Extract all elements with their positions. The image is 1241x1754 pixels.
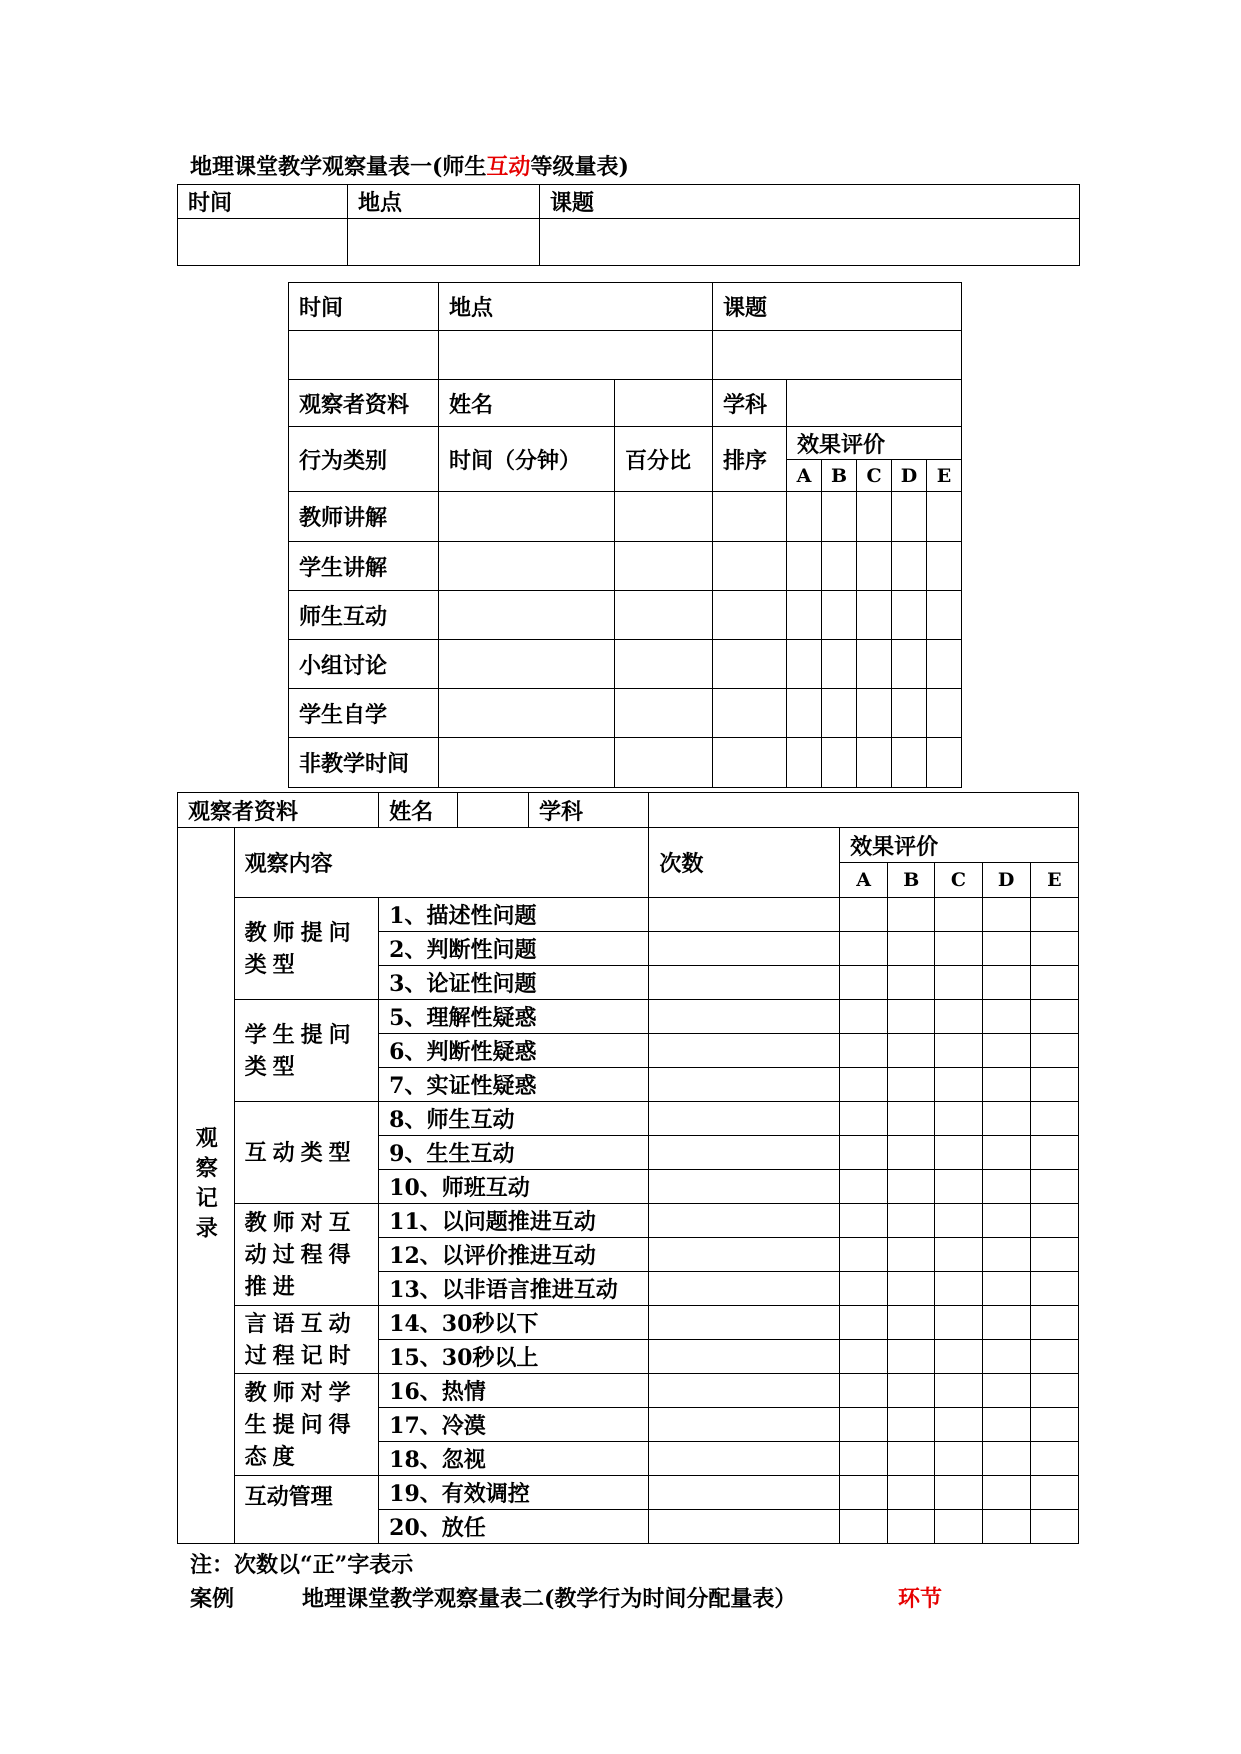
- table-row: [178, 1374, 1079, 1408]
- grade-cell[interactable]: [982, 932, 1030, 966]
- grade-cell[interactable]: [982, 966, 1030, 1000]
- grade-cell[interactable]: [935, 1136, 982, 1170]
- grade-cell[interactable]: [892, 591, 927, 640]
- grade-cell[interactable]: [888, 966, 935, 1000]
- item-label: 2、判断性问题: [379, 932, 649, 966]
- table-row: [289, 738, 962, 788]
- table-row: [178, 1476, 1079, 1510]
- grade-cell[interactable]: [888, 1204, 935, 1238]
- name-cell[interactable]: [457, 793, 528, 828]
- grade-cell[interactable]: [927, 689, 962, 738]
- grade-cell[interactable]: [787, 542, 822, 591]
- entry-cell[interactable]: [439, 689, 615, 738]
- grade-cell[interactable]: [888, 1340, 935, 1374]
- grade-cell[interactable]: [840, 1238, 888, 1272]
- item-label: 5、理解性疑惑: [379, 1000, 649, 1034]
- grade-cell[interactable]: [935, 1510, 982, 1544]
- entry-cell[interactable]: [439, 591, 615, 640]
- grade-cell[interactable]: [840, 1204, 888, 1238]
- entry-cell[interactable]: [439, 640, 615, 689]
- group-label: 学生提问类型: [234, 1000, 379, 1102]
- grade-cell[interactable]: [1030, 1476, 1078, 1510]
- row-label: 教师讲解: [289, 492, 439, 542]
- item-label: 19、有效调控: [379, 1476, 649, 1510]
- count-header: 次数: [649, 828, 840, 898]
- grade-cell[interactable]: [840, 1034, 888, 1068]
- grade-cell[interactable]: [840, 966, 888, 1000]
- row-label: 师生互动: [289, 591, 439, 640]
- percent-header: 百分比: [615, 427, 713, 492]
- grade-cell[interactable]: [935, 932, 982, 966]
- count-cell[interactable]: [649, 966, 840, 1000]
- grade-cell[interactable]: [982, 1510, 1030, 1544]
- grade-cell[interactable]: [927, 640, 962, 689]
- page-title: [190, 150, 629, 181]
- item-label: 7、实证性疑惑: [379, 1068, 649, 1102]
- title-highlight: 互动: [486, 154, 531, 180]
- grade-cell[interactable]: [935, 966, 982, 1000]
- topic-label: 课题: [540, 185, 1080, 219]
- subject-cell[interactable]: [787, 380, 962, 427]
- grade-cell[interactable]: [935, 1272, 982, 1306]
- grade-cell[interactable]: [822, 542, 857, 591]
- count-cell[interactable]: [649, 1000, 840, 1034]
- grade-cell[interactable]: [935, 1238, 982, 1272]
- title-part2: 等级量表): [530, 154, 629, 180]
- count-cell[interactable]: [649, 1102, 840, 1136]
- grade-cell[interactable]: [935, 1442, 982, 1476]
- item-label: 3、论证性问题: [379, 966, 649, 1000]
- grade-cell[interactable]: [935, 1476, 982, 1510]
- grade-d: D: [892, 460, 927, 492]
- grade-cell[interactable]: [1030, 1272, 1078, 1306]
- entry-cell[interactable]: [615, 492, 713, 542]
- effect-header: 效果评价: [840, 828, 1079, 863]
- grade-cell[interactable]: [935, 1102, 982, 1136]
- info-table-1: [177, 184, 1080, 266]
- row-label: 学生讲解: [289, 542, 439, 591]
- entry-cell[interactable]: [713, 689, 787, 738]
- item-label: 6、判断性疑惑: [379, 1034, 649, 1068]
- behavior-time-table: [288, 282, 962, 788]
- grade-cell[interactable]: [935, 1170, 982, 1204]
- table-row: [289, 542, 962, 591]
- table-row: [289, 591, 962, 640]
- grade-cell[interactable]: [1030, 966, 1078, 1000]
- count-cell[interactable]: [649, 1136, 840, 1170]
- title-part1: 地理课堂教学观察量表一(师生: [190, 154, 487, 180]
- case-title: 地理课堂教学观察量表二(教学行为时间分配量表）: [302, 1586, 797, 1612]
- grade-cell[interactable]: [857, 492, 892, 542]
- count-cell[interactable]: [649, 1340, 840, 1374]
- group-label: 言语互动过程记时: [234, 1306, 379, 1374]
- grade-cell[interactable]: [840, 1340, 888, 1374]
- grade-cell[interactable]: [888, 898, 935, 932]
- item-label: 9、生生互动: [379, 1136, 649, 1170]
- grade-cell[interactable]: [1030, 1102, 1078, 1136]
- grade-cell[interactable]: [888, 1306, 935, 1340]
- name-label: 姓名: [439, 380, 615, 427]
- grade-cell[interactable]: [935, 1340, 982, 1374]
- grade-cell[interactable]: [1030, 1340, 1078, 1374]
- grade-d: D: [982, 863, 1030, 898]
- grade-cell[interactable]: [982, 1034, 1030, 1068]
- footnote: 注：次数以“正”字表示: [190, 1552, 414, 1578]
- grade-cell[interactable]: [888, 1476, 935, 1510]
- table-row: [289, 689, 962, 738]
- grade-cell[interactable]: [888, 932, 935, 966]
- grade-cell[interactable]: [935, 1068, 982, 1102]
- table-row: [289, 640, 962, 689]
- item-label: 14、30秒以下: [379, 1306, 649, 1340]
- grade-cell[interactable]: [857, 689, 892, 738]
- row-label: 小组讨论: [289, 640, 439, 689]
- count-cell[interactable]: [649, 1476, 840, 1510]
- subject-cell[interactable]: [649, 793, 1079, 828]
- grade-b: B: [888, 863, 935, 898]
- topic-cell[interactable]: [713, 331, 962, 380]
- grade-cell[interactable]: [857, 640, 892, 689]
- item-label: 1、描述性问题: [379, 898, 649, 932]
- grade-cell[interactable]: [1030, 1136, 1078, 1170]
- grade-cell[interactable]: [1030, 1442, 1078, 1476]
- grade-cell[interactable]: [840, 1170, 888, 1204]
- grade-cell[interactable]: [822, 640, 857, 689]
- topic-label: 课题: [713, 283, 962, 331]
- count-cell[interactable]: [649, 1068, 840, 1102]
- item-label: 15、30秒以上: [379, 1340, 649, 1374]
- grade-cell[interactable]: [857, 591, 892, 640]
- grade-cell[interactable]: [982, 1068, 1030, 1102]
- grade-cell[interactable]: [888, 1238, 935, 1272]
- count-cell[interactable]: [649, 1374, 840, 1408]
- grade-e: E: [1030, 863, 1078, 898]
- grade-cell[interactable]: [888, 1136, 935, 1170]
- grade-cell[interactable]: [1030, 932, 1078, 966]
- grade-cell[interactable]: [888, 1442, 935, 1476]
- topic-cell[interactable]: [540, 219, 1080, 266]
- case-label: 案例: [190, 1586, 235, 1612]
- grade-cell[interactable]: [1030, 1068, 1078, 1102]
- grade-a: A: [840, 863, 888, 898]
- grade-cell[interactable]: [927, 492, 962, 542]
- grade-cell[interactable]: [982, 1238, 1030, 1272]
- grade-cell[interactable]: [888, 1272, 935, 1306]
- entry-cell[interactable]: [713, 492, 787, 542]
- name-cell[interactable]: [615, 380, 713, 427]
- grade-cell[interactable]: [888, 1408, 935, 1442]
- time-label: 时间: [289, 283, 439, 331]
- subject-label: 学科: [713, 380, 787, 427]
- group-label: 教师对互动过程得推进: [234, 1204, 379, 1306]
- grade-cell[interactable]: [1030, 1034, 1078, 1068]
- grade-cell[interactable]: [840, 898, 888, 932]
- grade-cell[interactable]: [982, 1306, 1030, 1340]
- place-cell[interactable]: [348, 219, 540, 266]
- entry-cell[interactable]: [615, 591, 713, 640]
- item-label: 18、忽视: [379, 1442, 649, 1476]
- count-cell[interactable]: [649, 898, 840, 932]
- grade-cell[interactable]: [822, 689, 857, 738]
- grade-cell[interactable]: [840, 1000, 888, 1034]
- group-label: 互动类型: [234, 1102, 379, 1204]
- grade-cell[interactable]: [927, 738, 962, 788]
- entry-cell[interactable]: [713, 542, 787, 591]
- grade-cell[interactable]: [840, 1102, 888, 1136]
- entry-cell[interactable]: [615, 542, 713, 591]
- grade-cell[interactable]: [982, 1408, 1030, 1442]
- entry-cell[interactable]: [439, 542, 615, 591]
- interaction-observation-table: [177, 792, 1079, 1544]
- entry-cell[interactable]: [615, 738, 713, 788]
- count-cell[interactable]: [649, 1510, 840, 1544]
- grade-cell[interactable]: [892, 689, 927, 738]
- item-label: 20、放任: [379, 1510, 649, 1544]
- grade-cell[interactable]: [1030, 898, 1078, 932]
- grade-cell[interactable]: [892, 542, 927, 591]
- observation-record-label: 观察记录: [178, 828, 235, 1544]
- grade-c: C: [857, 460, 892, 492]
- grade-cell[interactable]: [787, 689, 822, 738]
- grade-cell[interactable]: [1030, 1408, 1078, 1442]
- group-label: 教师对学生提问得态度: [234, 1374, 379, 1476]
- grade-cell[interactable]: [840, 1442, 888, 1476]
- row-label: 学生自学: [289, 689, 439, 738]
- effect-header: 效果评价: [787, 427, 962, 460]
- grade-cell[interactable]: [982, 1204, 1030, 1238]
- grade-cell[interactable]: [982, 1136, 1030, 1170]
- grade-a: A: [787, 460, 822, 492]
- grade-cell[interactable]: [787, 738, 822, 788]
- grade-cell[interactable]: [1030, 1374, 1078, 1408]
- case-tag: 环节: [898, 1586, 943, 1612]
- grade-cell[interactable]: [935, 1408, 982, 1442]
- grade-cell[interactable]: [888, 1068, 935, 1102]
- subject-label: 学科: [528, 793, 648, 828]
- count-cell[interactable]: [649, 1306, 840, 1340]
- grade-b: B: [822, 460, 857, 492]
- grade-cell[interactable]: [982, 1272, 1030, 1306]
- grade-e: E: [927, 460, 962, 492]
- grade-cell[interactable]: [1030, 1000, 1078, 1034]
- grade-cell[interactable]: [982, 1170, 1030, 1204]
- entry-cell[interactable]: [615, 640, 713, 689]
- count-cell[interactable]: [649, 1204, 840, 1238]
- grade-cell[interactable]: [822, 492, 857, 542]
- grade-c: C: [935, 863, 982, 898]
- grade-cell[interactable]: [1030, 1510, 1078, 1544]
- grade-cell[interactable]: [840, 1476, 888, 1510]
- count-cell[interactable]: [649, 932, 840, 966]
- grade-cell[interactable]: [1030, 1238, 1078, 1272]
- grade-cell[interactable]: [935, 1374, 982, 1408]
- grade-cell[interactable]: [935, 898, 982, 932]
- entry-cell[interactable]: [713, 640, 787, 689]
- time-cell[interactable]: [289, 331, 439, 380]
- grade-cell[interactable]: [982, 1476, 1030, 1510]
- name-label: 姓名: [379, 793, 458, 828]
- duration-header: 时间（分钟）: [439, 427, 615, 492]
- count-cell[interactable]: [649, 1408, 840, 1442]
- grade-cell[interactable]: [982, 1000, 1030, 1034]
- behavior-header: 行为类别: [289, 427, 439, 492]
- entry-cell[interactable]: [713, 591, 787, 640]
- grade-cell[interactable]: [840, 932, 888, 966]
- grade-cell[interactable]: [888, 1102, 935, 1136]
- content-header: 观察内容: [234, 828, 649, 898]
- rank-header: 排序: [713, 427, 787, 492]
- grade-cell[interactable]: [822, 591, 857, 640]
- grade-cell[interactable]: [927, 542, 962, 591]
- place-label: 地点: [348, 185, 540, 219]
- grade-cell[interactable]: [892, 492, 927, 542]
- grade-cell[interactable]: [982, 1102, 1030, 1136]
- grade-cell[interactable]: [935, 1034, 982, 1068]
- grade-cell[interactable]: [888, 1034, 935, 1068]
- item-label: 8、师生互动: [379, 1102, 649, 1136]
- grade-cell[interactable]: [935, 1204, 982, 1238]
- time-label: 时间: [178, 185, 348, 219]
- grade-cell[interactable]: [840, 1510, 888, 1544]
- item-label: 12、以评价推进互动: [379, 1238, 649, 1272]
- grade-cell[interactable]: [888, 1510, 935, 1544]
- place-cell[interactable]: [439, 331, 713, 380]
- grade-cell[interactable]: [840, 1306, 888, 1340]
- item-label: 16、热情: [379, 1374, 649, 1408]
- table-row: [178, 1204, 1079, 1238]
- time-cell[interactable]: [178, 219, 348, 266]
- observer-label: 观察者资料: [289, 380, 439, 427]
- grade-cell[interactable]: [840, 1272, 888, 1306]
- grade-cell[interactable]: [982, 1374, 1030, 1408]
- group-label: 教师提问类型: [234, 898, 379, 1000]
- grade-cell[interactable]: [892, 738, 927, 788]
- entry-cell[interactable]: [713, 738, 787, 788]
- entry-cell[interactable]: [439, 492, 615, 542]
- grade-cell[interactable]: [857, 542, 892, 591]
- count-cell[interactable]: [649, 1170, 840, 1204]
- table-row: [178, 1306, 1079, 1340]
- grade-cell[interactable]: [935, 1306, 982, 1340]
- grade-cell[interactable]: [982, 1340, 1030, 1374]
- grade-cell[interactable]: [892, 640, 927, 689]
- group-label: 互动管理: [234, 1476, 379, 1544]
- table-row: [178, 1102, 1079, 1136]
- grade-cell[interactable]: [1030, 1306, 1078, 1340]
- table-row: [178, 1000, 1079, 1034]
- count-cell[interactable]: [649, 1034, 840, 1068]
- row-label: 非教学时间: [289, 738, 439, 788]
- grade-cell[interactable]: [840, 1408, 888, 1442]
- grade-cell[interactable]: [935, 1000, 982, 1034]
- count-cell[interactable]: [649, 1238, 840, 1272]
- grade-cell[interactable]: [787, 492, 822, 542]
- grade-cell[interactable]: [857, 738, 892, 788]
- place-label: 地点: [439, 283, 713, 331]
- grade-cell[interactable]: [787, 640, 822, 689]
- count-cell[interactable]: [649, 1442, 840, 1476]
- grade-cell[interactable]: [840, 1068, 888, 1102]
- grade-cell[interactable]: [927, 591, 962, 640]
- item-label: 10、师班互动: [379, 1170, 649, 1204]
- grade-cell[interactable]: [840, 1136, 888, 1170]
- observer-label: 观察者资料: [178, 793, 379, 828]
- count-cell[interactable]: [649, 1272, 840, 1306]
- entry-cell[interactable]: [439, 738, 615, 788]
- grade-cell[interactable]: [888, 1374, 935, 1408]
- item-label: 17、冷漠: [379, 1408, 649, 1442]
- grade-cell[interactable]: [787, 591, 822, 640]
- grade-cell[interactable]: [1030, 1204, 1078, 1238]
- item-label: 13、以非语言推进互动: [379, 1272, 649, 1306]
- entry-cell[interactable]: [615, 689, 713, 738]
- grade-cell[interactable]: [888, 1000, 935, 1034]
- grade-cell[interactable]: [840, 1374, 888, 1408]
- grade-cell[interactable]: [1030, 1170, 1078, 1204]
- item-label: 11、以问题推进互动: [379, 1204, 649, 1238]
- grade-cell[interactable]: [982, 898, 1030, 932]
- table-row: [289, 492, 962, 542]
- grade-cell[interactable]: [982, 1442, 1030, 1476]
- grade-cell[interactable]: [822, 738, 857, 788]
- table-row: [178, 898, 1079, 932]
- grade-cell[interactable]: [888, 1170, 935, 1204]
